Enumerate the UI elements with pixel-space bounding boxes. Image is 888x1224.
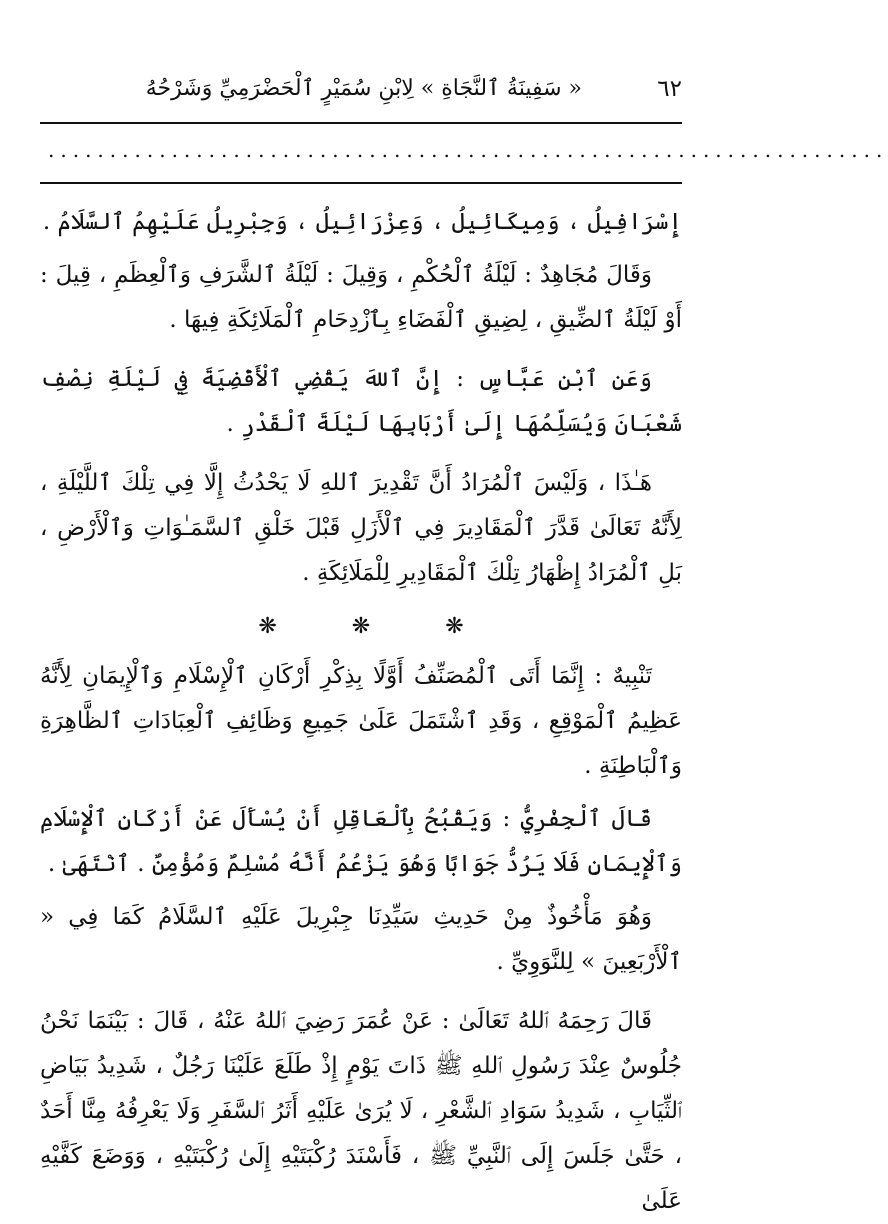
header-rule: [40, 122, 682, 124]
paragraph-angels: إِسْرَافِيلُ ، وَمِيكَائِيلُ ، وَعِزْرَائِيلُ ، وَجِبْرِيلُ عَلَيْهِمُ ٱلسَّلَامُ .: [42, 209, 682, 235]
paragraph-taqdir: هَـٰذَا ، وَلَيْسَ ٱلْمُرَادُ أَنَّ تَقْدِيرَ ٱللهِ لَا يَحْدُثُ إِلَّا فِي تِلْكَ ٱللَّيْلَةِ ، لِأَنَّهُ تَعَالَىٰ قَدَّرَ ٱلْمَقَادِيرَ فِي ٱلْأَزَلِ قَبْلَ خَلْقِ ٱلسَّمَـٰوَاتِ وَٱلْأَرْضِ ، بَلِ ٱلْمُرَادُ إِظْهَارُ تِلْكَ ٱلْمَقَادِيرِ لِلْمَلَائِكَةِ .: [40, 470, 682, 586]
page-number: ٦٢: [657, 76, 682, 102]
paragraph-hadith-jibril: قَالَ رَحِمَهُ ٱللهُ تَعَالَىٰ : عَنْ عُمَرَ رَضِيَ ٱللهُ عَنْهُ ، قَالَ : بَيْنَمَا نَحْنُ جُلُوسٌ عِنْدَ رَسُولِ ٱللهِ ﷺ ذَاتَ يَوْمٍ إِذْ طَلَعَ عَلَيْنَا رَجُلٌ ، شَدِيدُ بَيَاضِ ٱلثِّيَابِ ، شَدِيدُ سَوَادِ ٱلشَّعْرِ ، لَا يُرَىٰ عَلَيْهِ أَثَرُ ٱلسَّفَرِ وَلَا يَعْرِفُهُ مِنَّا أَحَدٌ ، حَتَّىٰ جَلَسَ إِلَى ٱلنَّبِيِّ ﷺ ، فَأَسْنَدَ رُكْبَتَيْهِ إِلَىٰ رُكْبَتَيْهِ ، وَوَضَعَ كَفَّيْهِ عَلَىٰ: [40, 1008, 682, 1214]
asterism-icon: ❋: [351, 614, 371, 639]
section-separator: [40, 604, 682, 650]
paragraph-mujahid: وَقَالَ مُجَاهِدٌ : لَيْلَةُ ٱلْحُكْمِ ، وَقِيلَ : لَيْلَةُ ٱلشَّرَفِ وَٱلْعِظَمِ ، قِيلَ : أَوْ لَيْلَةُ ٱلضِّيقِ ، لِضِيقِ ٱلْفَضَاءِ بِٱزْدِحَامِ ٱلْمَلَائِكَةِ فِيهَا .: [40, 262, 682, 333]
asterism-icon: ❋: [445, 614, 464, 639]
text-body: [40, 200, 682, 1224]
paragraph-jifri: قَالَ ٱلْجِفْرِيُّ : وَيَقْبُحُ بِٱلْعَاقِلِ أَنْ يُسْأَلَ عَنْ أَرْكَانِ ٱلْإِسْلَامِ وَٱلْإِيمَانِ فَلَا يَرُدُّ جَوَابًا وَهُوَ يَزْعُمُ أَنَّهُ مُسْلِمٌ وَمُؤْمِنٌ . ٱنْتَهَىٰ .: [40, 806, 682, 877]
page-header: [40, 72, 682, 112]
paragraph-tanbih: تَنْبِيهٌ : إِنَّمَا أَتَى ٱلْمُصَنِّفُ أَوَّلًا بِذِكْرِ أَرْكَانِ ٱلْإِسْلَامِ وَٱلْإِيمَانِ لِأَنَّهُ عَظِيمُ ٱلْمَوْقِعِ ، وَقَدِ ٱشْتَمَلَ عَلَىٰ جَمِيعِ وَظَائِفِ ٱلْعِبَادَاتِ ٱلظَّاهِرَةِ وَٱلْبَاطِنَةِ .: [40, 663, 682, 779]
running-title: « سَفِينَةُ ٱلنَّجَاةِ » لِابْنِ سُمَيْرٍ ٱلْحَضْرَمِيِّ وَشَرْحُهُ: [145, 76, 582, 101]
paragraph-ibn-abbas: وَعَنِ ٱبْنِ عَبَّاسٍ : إِنَّ ٱللهَ يَقْضِي ٱلْأَقْضِيَةَ فِي لَيْلَةِ نِصْفِ شَعْبَانَ وَيُسَلِّمُهَا إِلَىٰ أَرْبَابِهَا لَيْلَةَ ٱلْقَدْرِ .: [40, 366, 682, 437]
commentary-rule: [40, 182, 682, 184]
dotted-line: ....................................................................: [48, 138, 888, 162]
paragraph-hadith-source: وَهُوَ مَأْخُوذٌ مِنْ حَدِيثِ سَيِّدِنَا جِبْرِيلَ عَلَيْهِ ٱلسَّلَامُ كَمَا فِي « ٱلْأَرْبَعِينَ » لِلنَّوَوِيِّ .: [40, 904, 682, 975]
asterism-icon: ❋: [258, 614, 277, 639]
